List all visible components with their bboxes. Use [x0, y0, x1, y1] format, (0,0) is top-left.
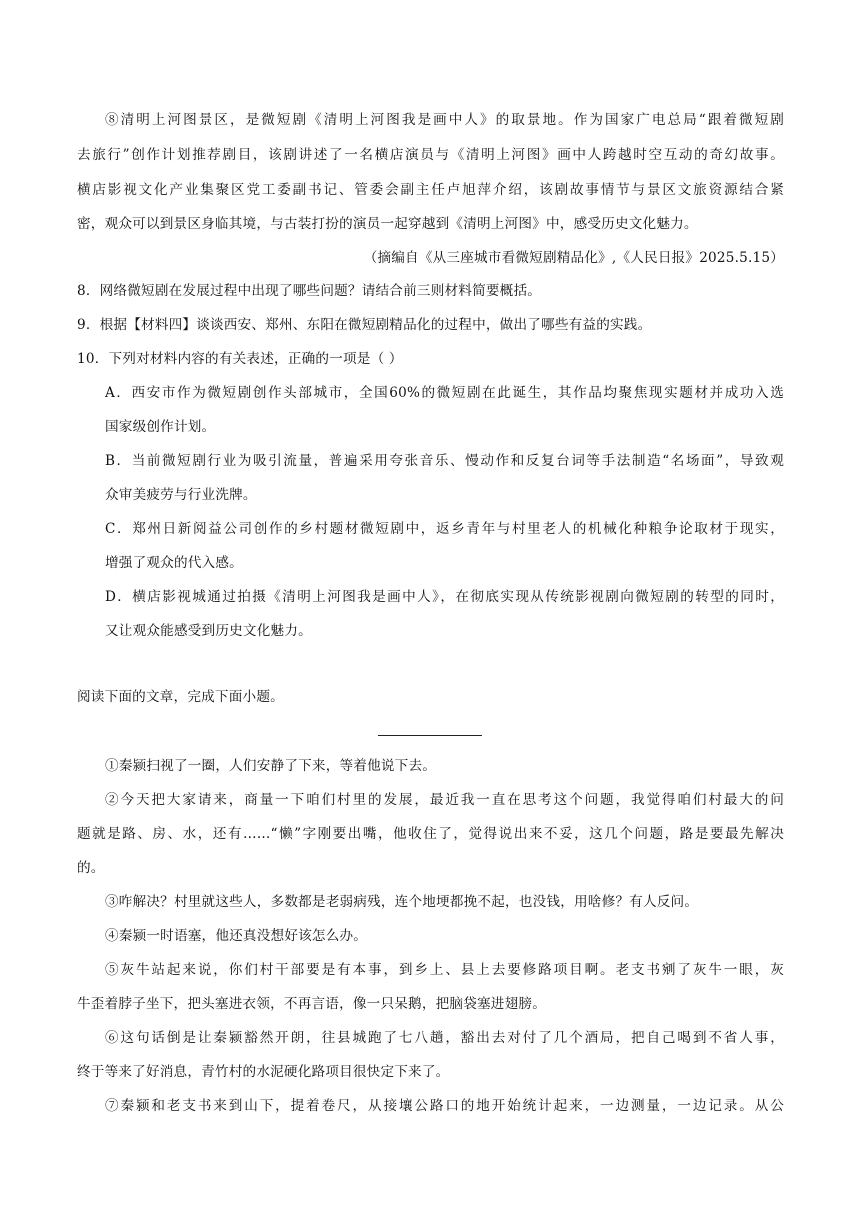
- source-citation: （摘编自《从三座城市看微短剧精品化》,《人民日报》2025.5.15）: [363, 250, 784, 266]
- question-8: 8．网络微短剧在发展过程中出现了哪些问题？请结合前三则材料简要概括。: [77, 283, 542, 299]
- option-b-line-2: 众审美疲劳与行业洗牌。: [105, 487, 257, 503]
- story-paragraph-6-line-1: ⑥这句话倒是让秦颍豁然开朗，往县城跑了七八趟，豁出去对付了几个酒局，把自己喝到不省人事，: [105, 1030, 784, 1046]
- story-paragraph-6-line-2: 终于等来了好消息，青竹村的水泥硬化路项目很快定下来了。: [77, 1064, 450, 1080]
- option-b-line-1: B．当前微短剧行业为吸引流量，普遍采用夸张音乐、慢动作和反复台词等手法制造“名场面”，导致观: [105, 453, 784, 469]
- story-paragraph-1: ①秦颍扫视了一圈，人们安静了下来，等着他说下去。: [105, 758, 437, 774]
- paragraph-8-line-1: ⑧清明上河图景区，是微短剧《清明上河图我是画中人》的取景地。作为国家广电总局“跟着微短剧: [105, 112, 784, 128]
- story-paragraph-5-line-2: 牛歪着脖子坐下，把头塞进衣领，不再言语，像一只呆鹅，把脑袋塞进翅膀。: [77, 996, 546, 1012]
- story-paragraph-7-line-1: ⑦秦颍和老支书来到山下，提着卷尺，从接壤公路口的地开始统计起来，一边测量，一边记录。从公: [105, 1098, 784, 1114]
- story-paragraph-2-line-2: 题就是路、房、水，还有……“懒”字刚要出嘴，他收住了，觉得说出来不妥，这几个问题，路是要最先解决: [77, 826, 784, 842]
- option-c-line-1: C．郑州日新阅益公司创作的乡村题材微短剧中，返乡青年与村里老人的机械化种粮争论取材于现实，: [105, 521, 784, 537]
- option-a-line-1: A．西安市作为微短剧创作头部城市，全国60%的微短剧在此诞生，其作品均聚焦现实题材并成功入选: [105, 385, 784, 401]
- story-paragraph-4: ④秦颍一时语塞，他还真没想好该怎么办。: [105, 928, 368, 944]
- option-c-line-2: 增强了观众的代入感。: [105, 555, 243, 571]
- story-paragraph-5-line-1: ⑤灰牛站起来说，你们村干部要是有本事，到乡上、县上去要修路项目啊。老支书剜了灰牛一眼，灰: [105, 962, 784, 978]
- question-10: 10．下列对材料内容的有关表述，正确的一项是（ ）: [77, 351, 403, 367]
- option-d-line-1: D．横店影视城通过拍摄《清明上河图我是画中人》，在彻底实现从传统影视剧向微短剧的转型的同时，: [105, 589, 784, 605]
- story-paragraph-2-line-3: 的。: [77, 860, 105, 876]
- option-a-line-2: 国家级创作计划。: [105, 419, 216, 435]
- option-d-line-2: 又让观众能感受到历史文化魅力。: [105, 623, 312, 639]
- story-paragraph-2-line-1: ②今天把大家请来，商量一下咱们村里的发展，最近我一直在思考这个问题，我觉得咱们村最大的问: [105, 792, 784, 808]
- paragraph-8-line-4: 密，观众可以到景区身临其境，与古装打扮的演员一起穿越到《清明上河图》中，感受历史文化魅力。: [77, 216, 698, 232]
- paragraph-8-line-2: 去旅行”创作计划推荐剧目，该剧讲述了一名横店演员与《清明上河图》画中人跨越时空互动的奇幻故事。: [77, 147, 784, 163]
- reading-instruction: 阅读下面的文章，完成下面小题。: [77, 689, 284, 705]
- story-paragraph-3: ③咋解决？村里就这些人，多数都是老弱病残，连个地埂都挽不起，也没钱，用啥修？有人反问。: [105, 894, 699, 910]
- title-blank-line: [378, 735, 482, 736]
- question-9: 9．根据【材料四】谈谈西安、郑州、东阳在微短剧精品化的过程中，做出了哪些有益的实践。: [77, 317, 652, 333]
- paragraph-8-line-3: 横店影视文化产业集聚区党工委副书记、管委会副主任卢旭萍介绍，该剧故事情节与景区文旅资源结合紧: [77, 182, 784, 198]
